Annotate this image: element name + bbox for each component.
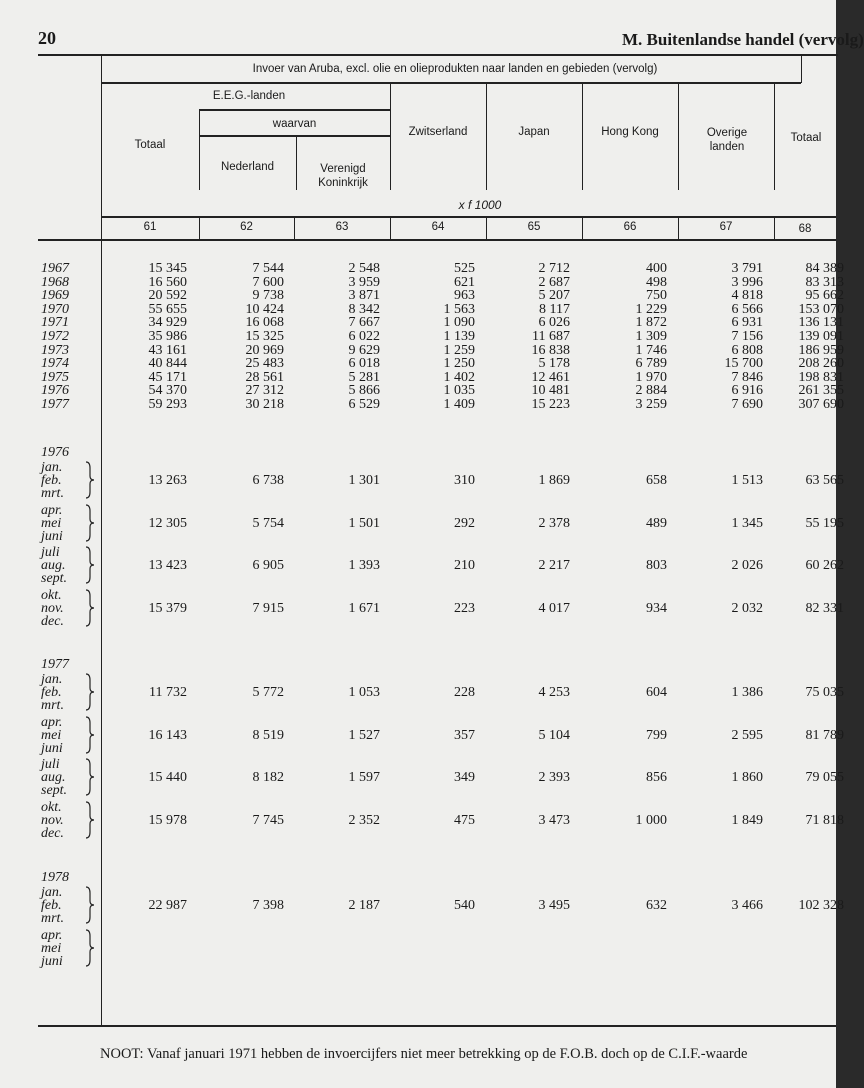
table-cell: 8 117 [539, 301, 570, 317]
table-cell: 1 869 [538, 473, 570, 489]
table-cell: 210 [454, 558, 475, 574]
table-cell: 6 566 [731, 301, 763, 317]
table-cell: 7 745 [252, 812, 284, 828]
table-cell: 1 527 [348, 727, 380, 743]
table-cell: 8 182 [252, 770, 284, 786]
table-cell: 28 561 [245, 369, 284, 385]
table-cell: 20 969 [245, 342, 284, 358]
table-cell: 292 [454, 515, 475, 531]
table-cell: 6 529 [348, 397, 380, 412]
year-label: 1976 [41, 383, 69, 399]
table-cell: 856 [646, 770, 667, 786]
table-cell: 2 595 [731, 727, 763, 743]
footnote: NOOT: Vanaf januari 1971 hebben de invoercijfers niet meer betrekking op de F.O.B. doch op de C.I.F.-waarde [100, 1046, 748, 1062]
title-rule [101, 82, 801, 84]
table-cell: 16 143 [148, 727, 187, 743]
col-header-zwitserland: Zwitserland [408, 126, 468, 138]
month-label: dec. [41, 825, 64, 841]
table-cell: 1 000 [635, 812, 667, 828]
year-label: 1976 [41, 445, 69, 460]
col-header-totaal-68: Totaal [790, 132, 822, 144]
table-cell: 1 402 [443, 369, 475, 385]
table-cell: 136 131 [798, 315, 844, 331]
month-label: mei [41, 515, 62, 531]
col-header-totaal: Totaal [134, 139, 166, 151]
col-code: 68 [798, 223, 812, 235]
table-cell: 7 915 [252, 600, 284, 616]
month-label: juni [41, 528, 63, 544]
table-cell: 15 379 [148, 600, 187, 616]
table-cell: 5 754 [252, 515, 284, 531]
table-cell: 1 386 [731, 685, 763, 701]
table-cell: 55 655 [148, 301, 187, 317]
month-label: mei [41, 727, 62, 743]
ned-vk-rule [296, 135, 297, 190]
table-cell: 1 259 [443, 342, 475, 358]
table-cell: 20 592 [148, 288, 187, 304]
table-cell: 1 671 [348, 600, 380, 616]
quarter-brace [84, 545, 96, 585]
month-label: dec. [41, 613, 64, 629]
table-cell: 40 844 [148, 356, 187, 372]
table-cell: 81 789 [805, 727, 844, 743]
table-cell: 1 053 [348, 685, 380, 701]
table-cell: 10 424 [245, 301, 284, 317]
table-cell: 34 929 [148, 315, 187, 331]
table-cell: 1 597 [348, 770, 380, 786]
table-cell: 1 746 [635, 342, 667, 358]
month-label: feb. [41, 473, 62, 489]
year-label: 1977 [41, 657, 69, 672]
table-cell: 6 789 [635, 356, 667, 372]
table-cell: 261 355 [798, 383, 844, 399]
table-cell: 1 250 [443, 356, 475, 372]
table-cell: 2 026 [731, 558, 763, 574]
table-cell: 3 959 [348, 274, 380, 290]
table-cell: 223 [454, 600, 475, 616]
table-cell: 7 156 [731, 329, 763, 344]
month-label: mrt. [41, 911, 64, 927]
month-label: aug. [41, 770, 66, 786]
waarvan-header: waarvan [272, 118, 317, 130]
table-cell: 489 [646, 515, 667, 531]
table-cell: 2 393 [538, 770, 570, 786]
quarter-brace [84, 460, 96, 500]
table-cell: 95 662 [805, 288, 844, 304]
month-label: mrt. [41, 486, 64, 502]
table-cell: 525 [454, 261, 475, 276]
col-code: 64 [431, 221, 445, 233]
table-cell: 6 018 [348, 356, 380, 372]
table-cell: 71 818 [805, 812, 844, 828]
table-cell: 43 161 [148, 342, 187, 358]
table-cell: 15 440 [148, 770, 187, 786]
table-cell: 30 218 [245, 397, 284, 412]
table-cell: 7 398 [252, 898, 284, 914]
table-cell: 15 325 [245, 329, 284, 344]
table-cell: 55 195 [805, 515, 844, 531]
table-cell: 1 970 [635, 369, 667, 385]
table-cell: 4 253 [538, 685, 570, 701]
quarter-brace [84, 672, 96, 712]
table-cell: 2 687 [538, 274, 570, 290]
quarter-brace [84, 757, 96, 797]
table-cell: 3 259 [635, 397, 667, 412]
table-cell: 7 690 [731, 397, 763, 412]
month-label: juni [41, 953, 63, 969]
table-cell: 1 345 [731, 515, 763, 531]
table-cell: 1 090 [443, 315, 475, 331]
table-cell: 54 370 [148, 383, 187, 399]
table-cell: 3 473 [538, 812, 570, 828]
month-label: feb. [41, 685, 62, 701]
month-label: mrt. [41, 698, 64, 714]
code-top-rule [101, 216, 836, 218]
table-cell: 5 866 [348, 383, 380, 399]
table-cell: 2 187 [348, 898, 380, 914]
table-cell: 22 987 [148, 898, 187, 914]
table-cell: 2 548 [348, 261, 380, 276]
col-code: 61 [143, 221, 157, 233]
table-cell: 16 560 [148, 274, 187, 290]
table-cell: 310 [454, 473, 475, 489]
table-cell: 15 223 [531, 397, 570, 412]
quarter-brace [84, 928, 96, 968]
month-label: nov. [41, 812, 64, 828]
month-label: jan. [41, 672, 63, 687]
table-cell: 604 [646, 685, 667, 701]
table-cell: 5 772 [252, 685, 284, 701]
table-cell: 63 565 [805, 473, 844, 489]
col-code: 67 [719, 221, 733, 233]
table-cell: 799 [646, 727, 667, 743]
unit-label: x f 1000 [458, 198, 502, 212]
table-cell: 1 872 [635, 315, 667, 331]
stub-divider [101, 54, 102, 1026]
eeg-rule [199, 109, 390, 111]
table-cell: 35 986 [148, 329, 187, 344]
table-cell: 186 959 [798, 342, 844, 358]
col-code: 66 [623, 221, 637, 233]
table-cell: 4 017 [538, 600, 570, 616]
col-code: 65 [527, 221, 541, 233]
top-rule [38, 54, 838, 56]
table-cell: 13 263 [148, 473, 187, 489]
table-cell: 6 916 [731, 383, 763, 399]
table-cell: 11 687 [532, 329, 570, 344]
table-cell: 2 712 [538, 261, 570, 276]
col-code: 62 [240, 221, 253, 233]
table-cell: 1 849 [731, 812, 763, 828]
table-cell: 45 171 [148, 369, 187, 385]
table-cell: 84 389 [805, 261, 844, 276]
table-cell: 5 207 [538, 288, 570, 304]
month-label: sept. [41, 783, 68, 799]
table-cell: 6 738 [252, 473, 284, 489]
col-code: 63 [335, 221, 349, 233]
col-header-nederland: Nederland [220, 161, 275, 173]
table-cell: 1 860 [731, 770, 763, 786]
month-label: okt. [41, 587, 62, 603]
table-cell: 803 [646, 558, 667, 574]
col-header-overige-landen: Overige landen [706, 127, 748, 153]
table-cell: 12 461 [531, 369, 570, 385]
month-label: juli [41, 545, 60, 560]
quarter-brace [84, 800, 96, 840]
page-number: 20 [38, 28, 56, 48]
table-cell: 1 409 [443, 397, 475, 412]
table-cell: 750 [646, 288, 667, 304]
year-label: 1978 [41, 870, 69, 885]
month-label: sept. [41, 571, 68, 587]
table-cell: 198 831 [798, 369, 844, 385]
title-right-rule [801, 54, 802, 83]
table-cell: 1 563 [443, 301, 475, 317]
table-cell: 228 [454, 685, 475, 701]
table-cell: 3 996 [731, 274, 763, 290]
month-label: nov. [41, 600, 64, 616]
month-label: aug. [41, 558, 66, 574]
table-cell: 5 178 [538, 356, 570, 372]
table-cell: 2 378 [538, 515, 570, 531]
table-cell: 1 139 [443, 329, 475, 344]
table-cell: 8 519 [252, 727, 284, 743]
month-label: apr. [41, 502, 63, 518]
year-label: 1975 [41, 369, 69, 385]
table-cell: 8 342 [348, 301, 380, 317]
col-header-japan: Japan [518, 126, 550, 138]
table-cell: 75 035 [805, 685, 844, 701]
year-label: 1974 [41, 356, 69, 372]
table-cell: 16 068 [245, 315, 284, 331]
table-cell: 27 312 [245, 383, 284, 399]
table-cell: 7 600 [252, 274, 284, 290]
table-cell: 2 884 [635, 383, 667, 399]
table-cell: 7 846 [731, 369, 763, 385]
table-cell: 59 293 [148, 397, 187, 412]
table-cell: 307 690 [798, 397, 844, 412]
table-cell: 1 229 [635, 301, 667, 317]
month-label: apr. [41, 927, 63, 943]
year-label: 1970 [41, 301, 69, 317]
table-cell: 9 738 [252, 288, 284, 304]
month-label: juli [41, 757, 60, 772]
table-cell: 12 305 [148, 515, 187, 531]
table-cell: 16 838 [531, 342, 570, 358]
table-cell: 83 313 [805, 274, 844, 290]
table-cell: 632 [646, 898, 667, 914]
table-cell: 15 700 [724, 356, 763, 372]
month-label: mei [41, 940, 62, 956]
month-label: juni [41, 740, 63, 756]
table-cell: 9 629 [348, 342, 380, 358]
table-cell: 3 495 [538, 898, 570, 914]
table-cell: 208 260 [798, 356, 844, 372]
table-cell: 6 931 [731, 315, 763, 331]
table-cell: 6 022 [348, 329, 380, 344]
month-label: feb. [41, 898, 62, 914]
year-label: 1972 [41, 329, 69, 344]
table-cell: 15 978 [148, 812, 187, 828]
table-cell: 11 732 [149, 685, 187, 701]
table-cell: 3 466 [731, 898, 763, 914]
eeg-header: E.E.G.-landen [212, 90, 286, 102]
table-cell: 1 393 [348, 558, 380, 574]
table-cell: 25 483 [245, 356, 284, 372]
quarter-brace [84, 715, 96, 755]
table-cell: 5 281 [348, 369, 380, 385]
bottom-rule [38, 1025, 836, 1027]
table-cell: 1 035 [443, 383, 475, 399]
table-cell: 1 309 [635, 329, 667, 344]
table-cell: 475 [454, 812, 475, 828]
year-label: 1969 [41, 288, 69, 304]
table-cell: 2 032 [731, 600, 763, 616]
table-cell: 3 871 [348, 288, 380, 304]
table-cell: 13 423 [148, 558, 187, 574]
code-bottom-rule [38, 239, 836, 241]
table-cell: 349 [454, 770, 475, 786]
table-cell: 1 501 [348, 515, 380, 531]
table-cell: 153 070 [798, 301, 844, 317]
waarvan-rule [199, 135, 390, 137]
month-label: jan. [41, 460, 63, 475]
table-cell: 5 104 [538, 727, 570, 743]
hk-ov-rule [678, 82, 679, 190]
year-label: 1968 [41, 274, 69, 290]
table-cell: 2 352 [348, 812, 380, 828]
month-label: okt. [41, 799, 62, 815]
month-label: apr. [41, 714, 63, 730]
table-cell: 1 301 [348, 473, 380, 489]
table-cell: 6 808 [731, 342, 763, 358]
table-cell: 79 055 [805, 770, 844, 786]
table-cell: 540 [454, 898, 475, 914]
table-cell: 934 [646, 600, 667, 616]
table-cell: 139 091 [798, 329, 844, 344]
table-cell: 658 [646, 473, 667, 489]
col-header-verenigd-koninkrijk: Verenigd Koninkrijk [318, 163, 368, 189]
table-cell: 6 026 [538, 315, 570, 331]
year-label: 1971 [41, 315, 69, 331]
table-cell: 357 [454, 727, 475, 743]
table-cell: 498 [646, 274, 667, 290]
quarter-brace [84, 588, 96, 628]
table-cell: 82 331 [805, 600, 844, 616]
year-label: 1977 [41, 397, 69, 412]
table-cell: 621 [454, 274, 475, 290]
table-cell: 10 481 [531, 383, 570, 399]
quarter-brace [84, 503, 96, 543]
table-cell: 15 345 [148, 261, 187, 276]
section-title: M. Buitenlandse handel (vervolg) [622, 30, 864, 49]
table-cell: 7 544 [252, 261, 284, 276]
quarter-brace [84, 885, 96, 925]
table-cell: 1 513 [731, 473, 763, 489]
table-cell: 4 818 [731, 288, 763, 304]
table-title: Invoer van Aruba, excl. olie en olieprodukten naar landen en gebieden (vervolg) [252, 63, 658, 75]
table-cell: 102 328 [798, 898, 844, 914]
table-cell: 6 905 [252, 558, 284, 574]
table-cell: 400 [646, 261, 667, 276]
table-cell: 2 217 [538, 558, 570, 574]
table-cell: 7 667 [348, 315, 380, 331]
table-cell: 963 [454, 288, 475, 304]
table-cell: 60 262 [805, 558, 844, 574]
month-label: jan. [41, 885, 63, 900]
year-label: 1967 [41, 261, 69, 276]
table-cell: 3 791 [731, 261, 763, 276]
year-label: 1973 [41, 342, 69, 358]
col-header-hong-kong: Hong Kong [601, 126, 659, 138]
